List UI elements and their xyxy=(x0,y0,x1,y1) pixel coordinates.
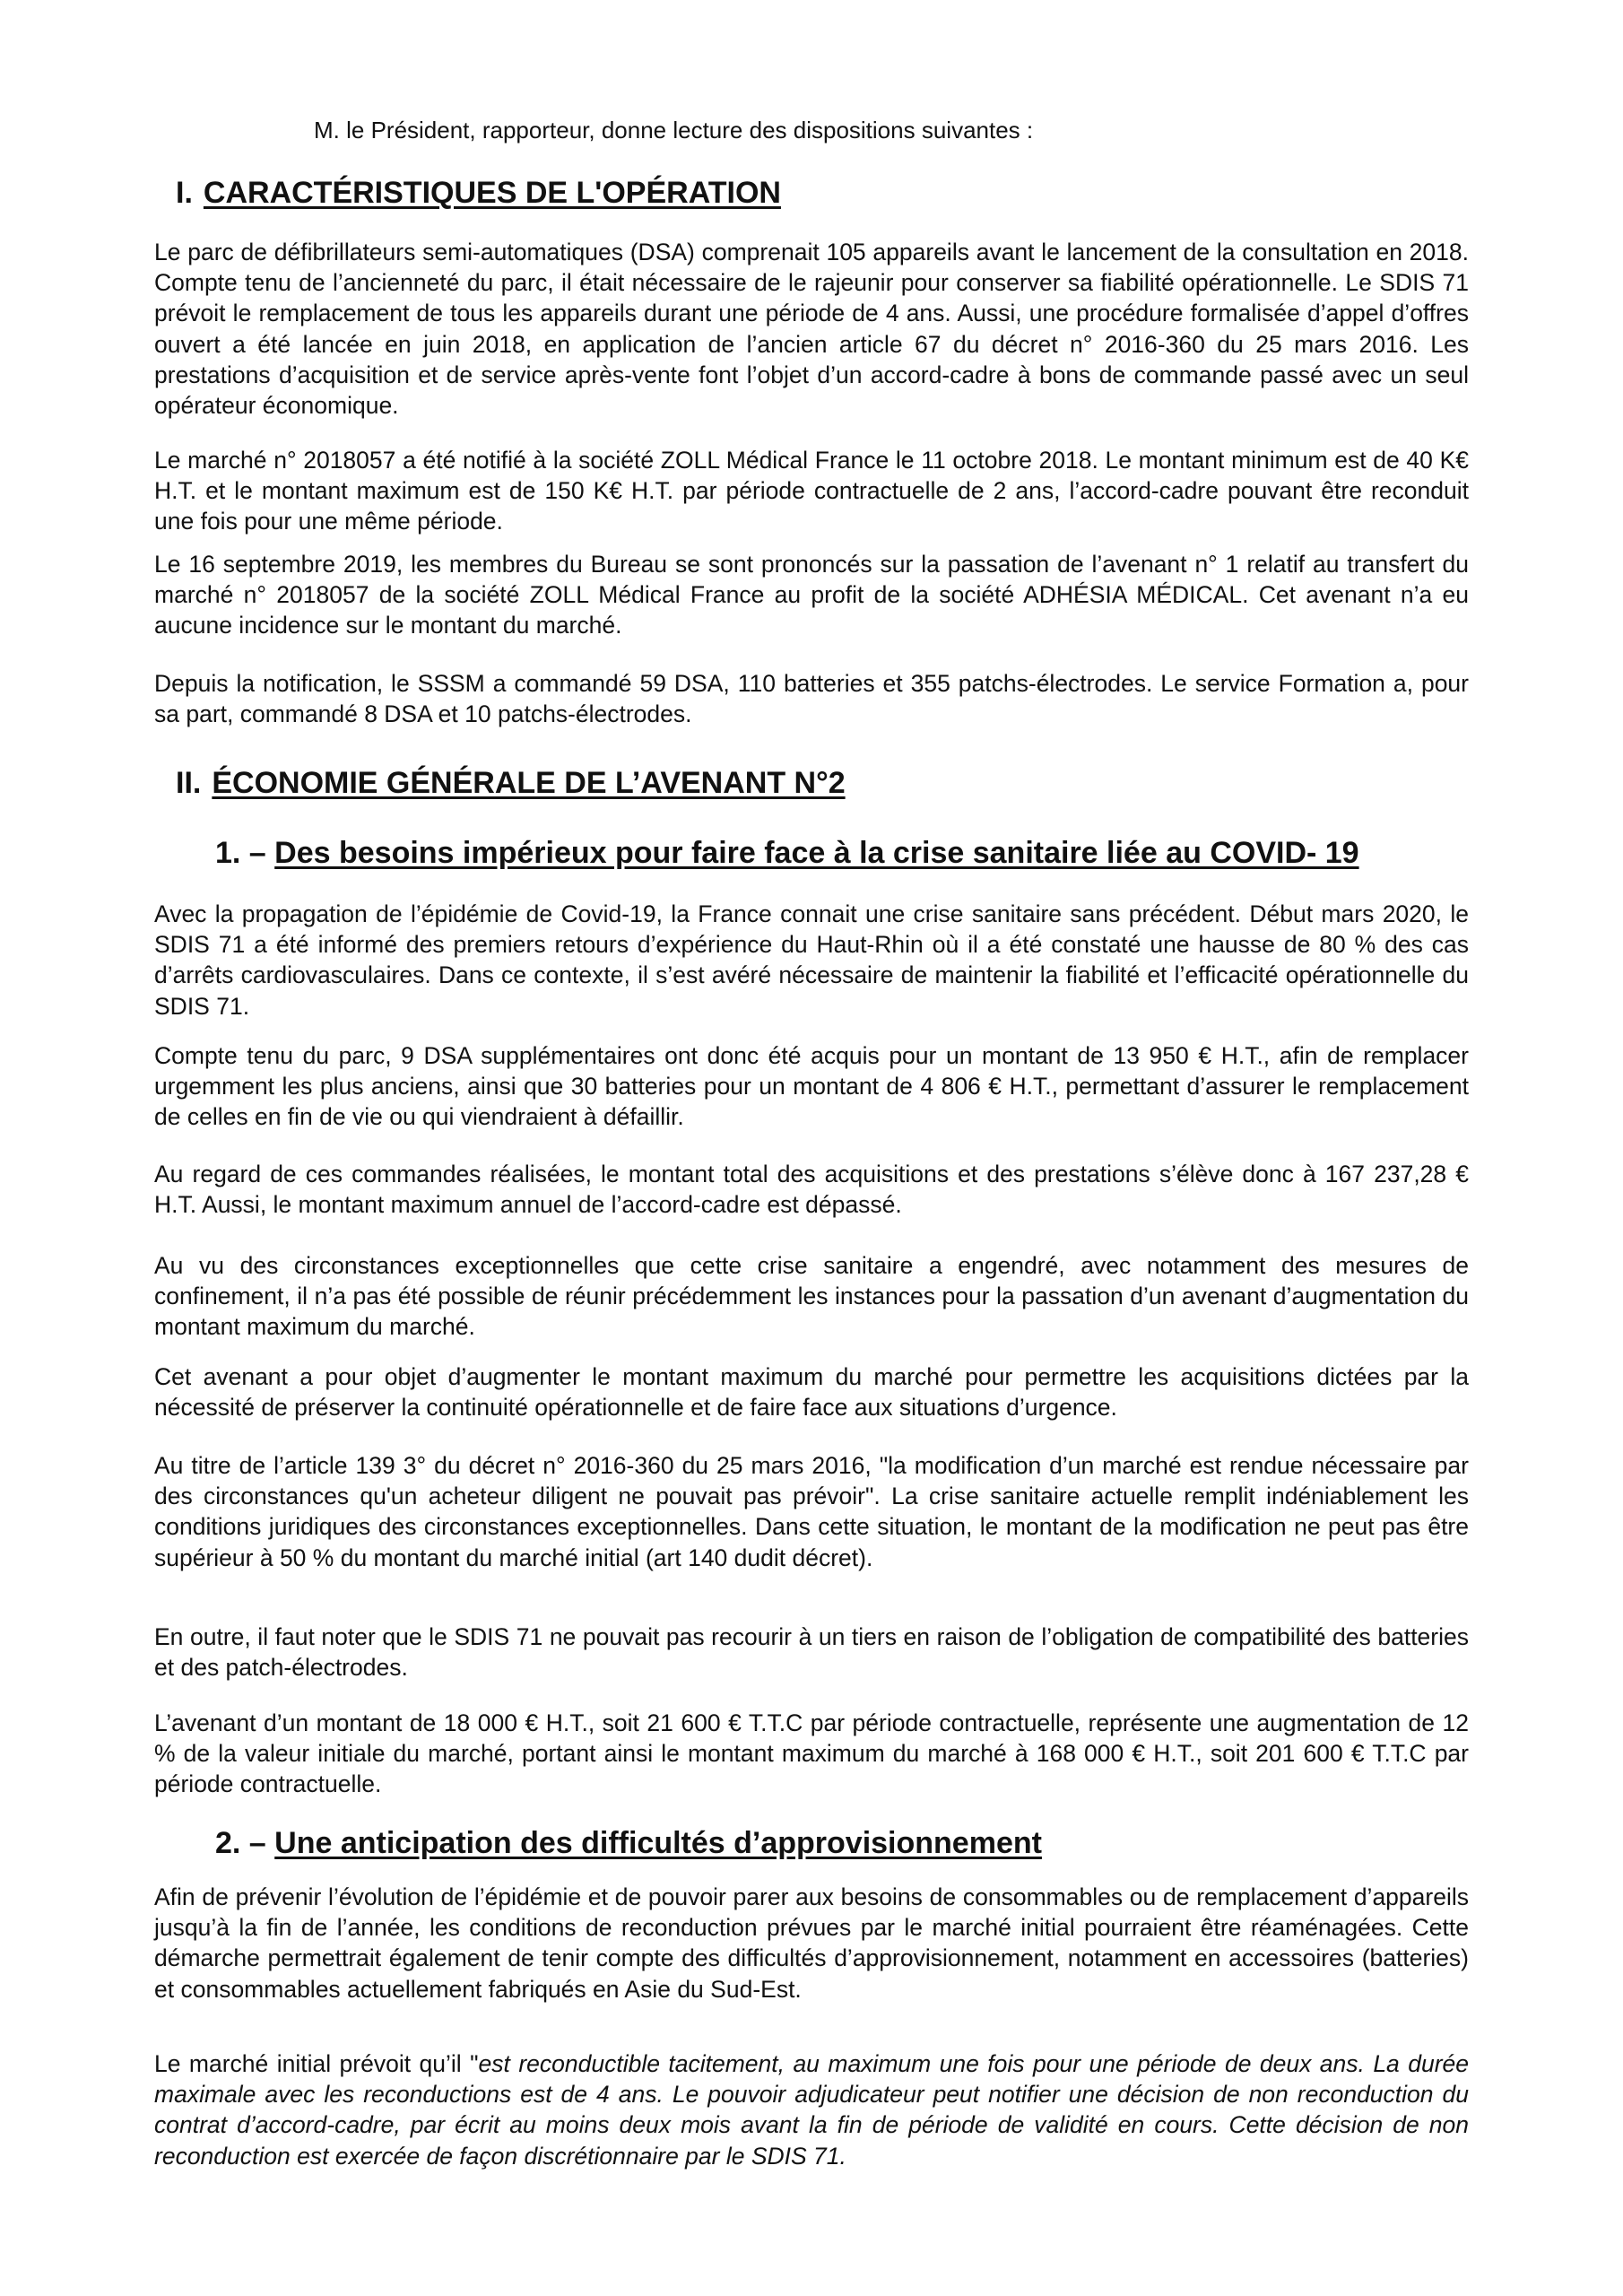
section-1-paragraph-1: Le parc de défibrillateurs semi-automatiques (DSA) comprenait 105 appareils avant le lancement de la consultation en 2018. Compte tenu de l’ancienneté du parc, il était nécessaire de le rajeunir pour conserver sa fiabilité opérationnelle. Le SDIS 71 prévoit le remplacement de tous les appareils durant une période de 4 ans. Aussi, une procédure formalisée d’appel d’offres ouvert a été lancée en juin 2018, en application de l’ancien article 67 du décret n° 2016-360 du 25 mars 2016. Les prestations d’acquisition et de service après-vente font l’objet d’un accord-cadre à bons de commande passé avec un seul opérateur économique. xyxy=(154,239,1469,420)
subsection-1-title: Des besoins impérieux pour faire face à la crise sanitaire liée au COVID- 19 xyxy=(274,836,1359,870)
subsection-1-paragraph-5: Cet avenant a pour objet d’augmenter le montant maximum du marché pour permettre les acquisitions dictées par la nécessité de préserver la continuité opérationnelle et de faire face aux situations d’urgence. xyxy=(154,1363,1469,1422)
section-1-title: CARACTÉRISTIQUES DE L'OPÉRATION xyxy=(203,176,781,210)
subsection-1-number: 1. – xyxy=(215,836,266,870)
subsection-2-paragraph-2 xyxy=(154,2048,1469,2171)
section-2-number: II. xyxy=(176,766,202,800)
section-1-paragraph-2: Le marché n° 2018057 a été notifié à la société ZOLL Médical France le 11 octobre 2018. Le montant minimum est de 40 K€ H.T. et le montant maximum est de 150 K€ H.T. par période contractuelle de 2 ans, l’accord-cadre pouvant être reconduit une fois pour une même période. xyxy=(154,447,1469,535)
quote-italic: est reconductible tacitement, au maximum une fois pour une période de deux ans. La durée maximale avec les reconductions est de 4 ans. Le pouvoir adjudicateur peut notifier une décision de non reconduction du contrat d’accord-cadre, par écrit au moins deux mois avant la fin de période de validité en cours. Cette décision de non reconduction est exercée de façon discrétionnaire par le SDIS 71. xyxy=(154,2050,1470,2170)
subsection-2-heading xyxy=(215,1824,1042,1862)
subsection-2-paragraph-1: Afin de prévenir l’évolution de l’épidémie et de pouvoir parer aux besoins de consommables ou de remplacement d’appareils jusqu’à la fin de l’année, les conditions de reconduction prévues par le marché initial pourraient être réaménagées. Cette démarche permettrait également de tenir compte des difficultés d’approvisionnement, notamment en accessoires (batteries) et consommables actuellement fabriqués en Asie du Sud-Est. xyxy=(154,1883,1469,2003)
section-1-paragraph-3: Le 16 septembre 2019, les membres du Bureau se sont prononcés sur la passation de l’avenant n° 1 relatif au transfert du marché n° 2018057 de la société ZOLL Médical France au profit de la société ADHÉSIA MÉDICAL. Cet avenant n’a eu aucune incidence sur le montant du marché. xyxy=(154,551,1469,639)
section-1-number: I. xyxy=(176,176,193,210)
subsection-2-title: Une anticipation des difficultés d’approvisionnement xyxy=(274,1826,1042,1860)
subsection-1-paragraph-7: En outre, il faut noter que le SDIS 71 ne pouvait pas recourir à un tiers en raison de l’obligation de compatibilité des batteries et des patch-électrodes. xyxy=(154,1623,1469,1682)
quote-lead: Le marché initial prévoit qu’il " xyxy=(154,2050,479,2077)
subsection-1-paragraph-4: Au vu des circonstances exceptionnelles que cette crise sanitaire a engendré, avec notamment des mesures de confinement, il n’a pas été possible de réunir précédemment les instances pour la passation d’un avenant d’augmentation du montant maximum du marché. xyxy=(154,1252,1469,1341)
intro-line: M. le Président, rapporteur, donne lecture des dispositions suivantes : xyxy=(314,117,1034,144)
subsection-1-paragraph-6: Au titre de l’article 139 3° du décret n° 2016-360 du 25 mars 2016, "la modification d’un marché est rendue nécessaire par des circonstances qu'un acheteur diligent ne pouvait pas prévoir". La crise sanitaire actuelle remplit indéniablement les conditions juridiques des circonstances exceptionnelles. Dans cette situation, le montant de la modification ne peut pas être supérieur à 50 % du montant du marché initial (art 140 dudit décret). xyxy=(154,1452,1469,1571)
section-1-paragraph-4: Depuis la notification, le SSSM a commandé 59 DSA, 110 batteries et 355 patchs-électrodes. Le service Formation a, pour sa part, commandé 8 DSA et 10 patchs-électrodes. xyxy=(154,670,1469,728)
subsection-1-paragraph-2: Compte tenu du parc, 9 DSA supplémentaires ont donc été acquis pour un montant de 13 950 € H.T., afin de remplacer urgemment les plus anciens, ainsi que 30 batteries pour un montant de 4 806 € H.T., permettant d’assurer le remplacement de celles en fin de vie ou qui viendraient à défaillir. xyxy=(154,1042,1469,1131)
section-1-heading xyxy=(176,174,781,212)
subsection-1-paragraph-3: Au regard de ces commandes réalisées, le montant total des acquisitions et des prestations s’élève donc à 167 237,28 € H.T. Aussi, le montant maximum annuel de l’accord-cadre est dépassé. xyxy=(154,1161,1469,1219)
subsection-1-paragraph-8: L’avenant d’un montant de 18 000 € H.T., soit 21 600 € T.T.C par période contractuelle, représente une augmentation de 12 % de la valeur initiale du marché, portant ainsi le montant maximum du marché à 168 000 € H.T., soit 201 600 € T.T.C par période contractuelle. xyxy=(154,1709,1469,1798)
section-2-heading xyxy=(176,764,846,802)
subsection-1-paragraph-1: Avec la propagation de l’épidémie de Covid-19, la France connait une crise sanitaire sans précédent. Début mars 2020, le SDIS 71 a été informé des premiers retours d’expérience du Haut-Rhin où il a été constaté une hausse de 80 % des cas d’arrêts cardiovasculaires. Dans ce contexte, il s’est avéré nécessaire de maintenir la fiabilité et l’efficacité opérationnelle du SDIS 71. xyxy=(154,900,1469,1020)
section-2-title: ÉCONOMIE GÉNÉRALE DE L’AVENANT N°2 xyxy=(212,766,846,800)
subsection-2-number: 2. – xyxy=(215,1826,266,1860)
subsection-1-heading xyxy=(215,834,1359,872)
